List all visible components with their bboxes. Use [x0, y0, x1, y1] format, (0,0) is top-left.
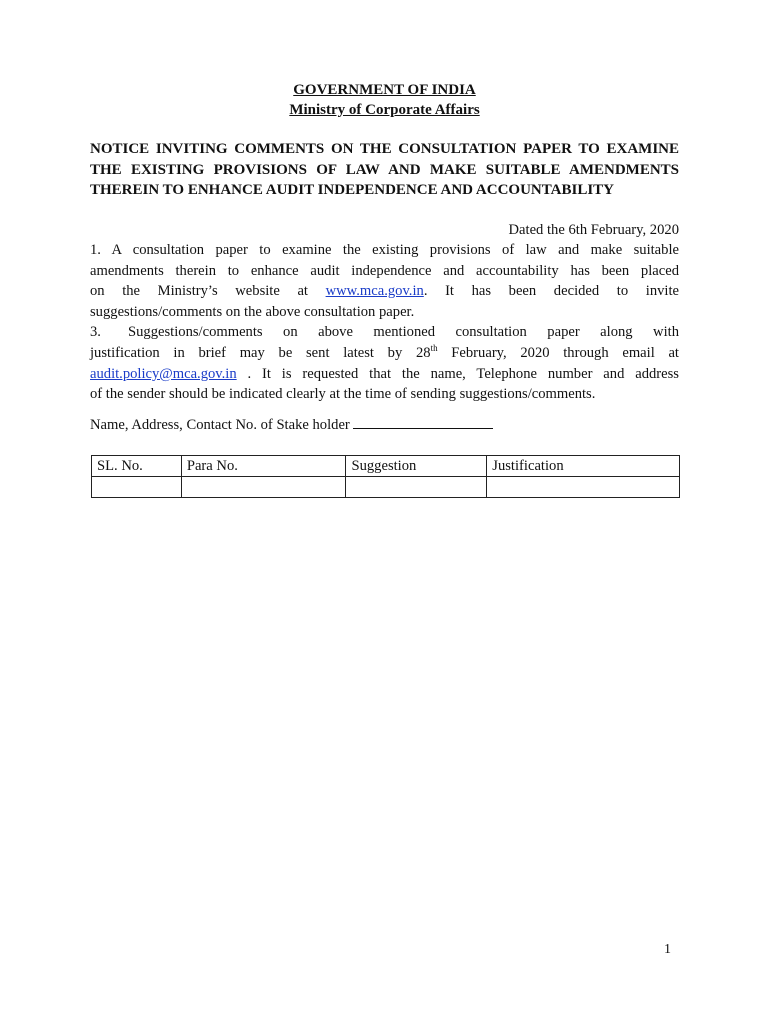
paragraph-number: 3. — [90, 324, 101, 341]
paragraph-text: Suggestions/comments on above mentioned consultation paper along with — [128, 324, 679, 341]
table-header-cell: Suggestion — [346, 456, 487, 477]
table-cell[interactable] — [487, 477, 680, 498]
page-number: 1 — [664, 942, 671, 957]
paragraph-1 — [90, 240, 679, 322]
table-cell[interactable] — [346, 477, 487, 498]
table-cell[interactable] — [181, 477, 346, 498]
paragraph-line — [90, 322, 679, 343]
notice-title-line: NOTICE INVITING COMMENTS ON THE CONSULTATION PAPER TO EXAMINE — [90, 141, 679, 157]
paragraph-line: 1. A consultation paper to examine the existing provisions of law and make suitable — [90, 242, 679, 259]
paragraph-text: . It is requested that the name, Telephone number and address — [236, 365, 679, 382]
paragraph-line: amendments therein to enhance audit independence and accountability has been placed — [90, 262, 679, 279]
table-header-row — [92, 456, 680, 477]
superscript: th — [430, 343, 438, 354]
paragraph-line — [90, 281, 679, 302]
email-link[interactable]: audit.policy@mca.gov.in — [90, 365, 237, 382]
document-page — [90, 80, 679, 435]
table-header-cell: Justification — [487, 456, 680, 477]
paragraph-3 — [90, 322, 679, 404]
paragraph-line — [90, 343, 679, 364]
stakeholder-label: Name, Address, Contact No. of Stake holder — [90, 416, 350, 433]
stakeholder-blank-field[interactable] — [353, 416, 493, 429]
notice-title-line: THEREIN TO ENHANCE AUDIT INDEPENDENCE AND ACCOUNTABILITY — [90, 182, 614, 198]
table-header-cell: Para No. — [181, 456, 346, 477]
paragraph-line: of the sender should be indicated clearly at the time of sending suggestions/comments. — [90, 386, 596, 403]
paragraph-text: justification in brief may be sent latest by 28 — [90, 345, 431, 362]
paragraph-text: on the Ministry’s website at — [90, 283, 326, 300]
paragraph-text: . It has been decided to invite — [423, 283, 679, 300]
paragraph-line: suggestions/comments on the above consultation paper. — [90, 303, 415, 320]
paragraph-text: February, 2020 through email at — [437, 345, 679, 362]
table-cell[interactable] — [92, 477, 182, 498]
header-government: GOVERNMENT OF INDIA — [293, 82, 476, 98]
website-link[interactable]: www.mca.gov.in — [325, 283, 424, 300]
table-header-cell: SL. No. — [92, 456, 182, 477]
notice-title-line: THE EXISTING PROVISIONS OF LAW AND MAKE SUITABLE AMENDMENTS — [90, 161, 679, 178]
notice-title — [90, 139, 679, 201]
notice-date: Dated the 6th February, 2020 — [508, 221, 679, 238]
comments-table — [91, 455, 680, 498]
table-row — [92, 477, 680, 498]
header-ministry: Ministry of Corporate Affairs — [289, 102, 480, 118]
paragraph-line — [90, 364, 679, 385]
stakeholder-line — [90, 415, 679, 435]
